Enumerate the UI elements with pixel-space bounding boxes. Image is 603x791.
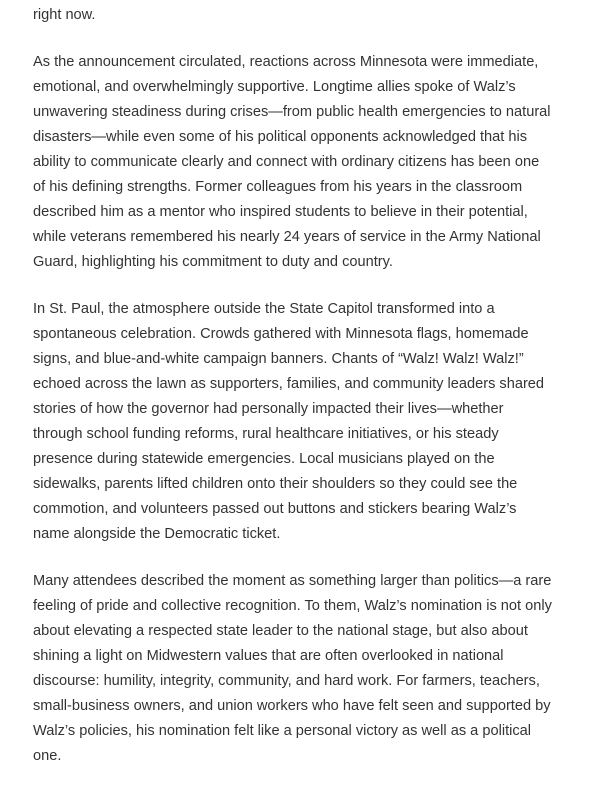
text-line: shining a light on Midwestern values that are often overlooked in national — [33, 648, 504, 664]
text-line: Guard, highlighting his commitment to duty and country. — [33, 254, 393, 270]
text-line: Many attendees described the moment as something larger than politics—a rare — [33, 573, 552, 589]
text-line: described him as a mentor who inspired students to believe in their potential, — [33, 204, 528, 220]
paragraph-reactions — [33, 50, 593, 275]
text-line: sidewalks, parents lifted children onto their shoulders so they could see the — [33, 476, 518, 492]
text-line: ability to communicate clearly and connect with ordinary citizens has been one — [33, 154, 540, 170]
text-line: disasters—while even some of his political opponents acknowledged that his — [33, 129, 528, 145]
text-line: while veterans remembered his nearly 24 years of service in the Army National — [33, 229, 541, 245]
text-line: echoed across the lawn as supporters, families, and community leaders shared — [33, 376, 545, 392]
paragraph-attendees — [33, 569, 593, 769]
text-line: through school funding reforms, rural healthcare initiatives, or his steady — [33, 426, 499, 442]
paragraph-st-paul — [33, 297, 593, 547]
text-line: discourse: humility, integrity, community, and hard work. For farmers, teachers, — [33, 673, 540, 689]
article-body — [33, 3, 593, 791]
text-line: signs, and blue-and-white campaign banners. Chants of “Walz! Walz! Walz!” — [33, 351, 524, 367]
text-line: Walz’s policies, his nomination felt like a personal victory as well as a political — [33, 723, 532, 739]
text-line: about elevating a respected state leader to the national stage, but also about — [33, 623, 528, 639]
text-line: name alongside the Democratic ticket. — [33, 526, 281, 542]
text-line: feeling of pride and collective recognition. To them, Walz’s nomination is not only — [33, 598, 552, 614]
text-line: commotion, and volunteers passed out buttons and stickers bearing Walz’s — [33, 501, 517, 517]
text-line: right now. — [33, 7, 96, 23]
paragraph-continuation — [33, 3, 593, 28]
text-line: presence during statewide emergencies. Local musicians played on the — [33, 451, 495, 467]
text-line: As the announcement circulated, reactions across Minnesota were immediate, — [33, 54, 539, 70]
text-line: unwavering steadiness during crises—from public health emergencies to natural — [33, 104, 551, 120]
text-line: of his defining strengths. Former colleagues from his years in the classroom — [33, 179, 523, 195]
text-line: emotional, and overwhelmingly supportive. Longtime allies spoke of Walz’s — [33, 79, 516, 95]
text-line: spontaneous celebration. Crowds gathered with Minnesota flags, homemade — [33, 326, 529, 342]
text-line: In St. Paul, the atmosphere outside the State Capitol transformed into a — [33, 301, 495, 317]
text-line: stories of how the governor had personally impacted their lives—whether — [33, 401, 504, 417]
text-line: one. — [33, 748, 62, 764]
text-line: small-business owners, and union workers who have felt seen and supported by — [33, 698, 551, 714]
